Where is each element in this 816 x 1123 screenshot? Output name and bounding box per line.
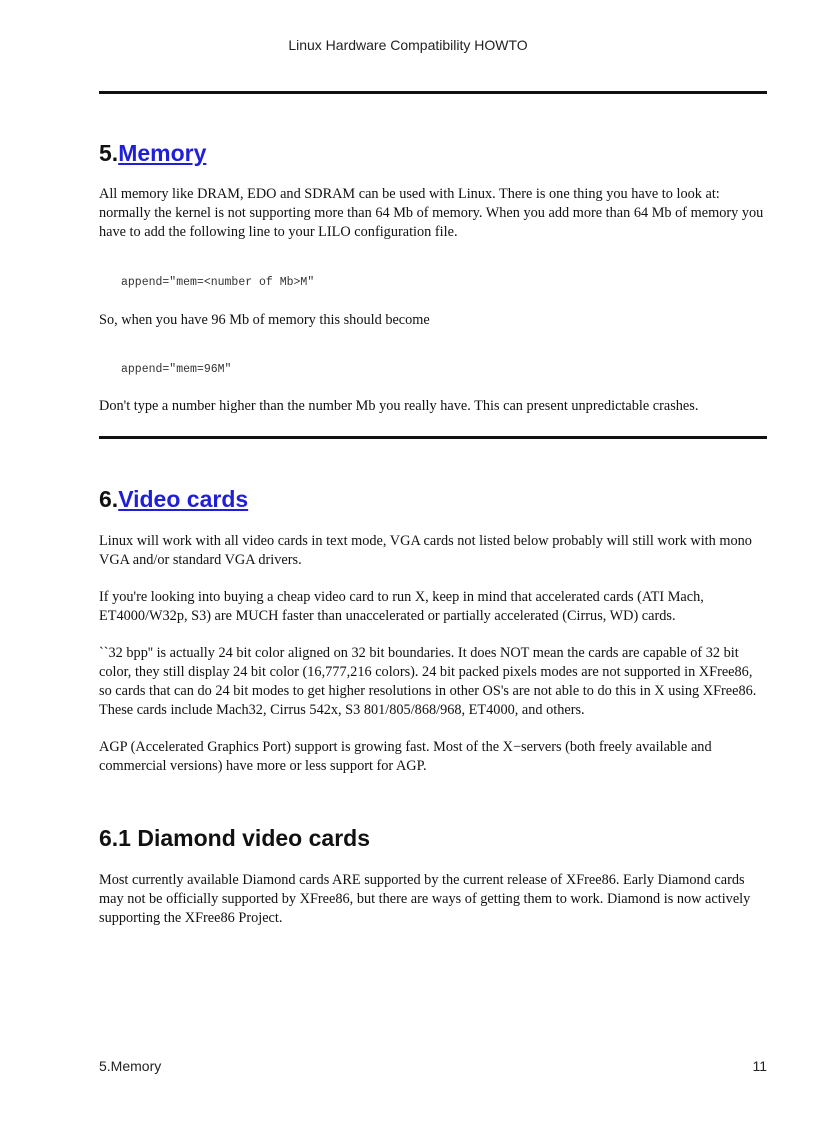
video-paragraph-3: ``32 bpp'' is actually 24 bit color aligned on 32 bit boundaries. It does NOT mean the cards are capable of 32 bit color, they still display 24 bit color (16,777,216 colors). 24 bit packed pixels modes are not supported in XFree86, so cards that can do 24 bit modes to get higher resolutions in other OS's are not able to do this in X using XFree86. These cards include Mach32, Cirrus 542x, S3 801/805/868/968, ET4000, and others.	[99, 645, 757, 718]
memory-paragraph-2: So, when you have 96 Mb of memory this should become	[99, 312, 430, 328]
subsection-heading-diamond: 6.1 Diamond video cards	[99, 825, 370, 851]
section-divider	[99, 436, 767, 439]
section-heading-memory	[99, 140, 206, 167]
footer-section: 5.Memory	[99, 1058, 162, 1074]
video-paragraph-2: If you're looking into buying a cheap video card to run X, keep in mind that accelerated cards (ATI Mach, ET4000/W32p, S3) are MUCH faster than unaccelerated or partially accelerated (Cirrus, WD) cards.	[99, 589, 704, 624]
header-divider	[99, 91, 767, 94]
memory-paragraph-1: All memory like DRAM, EDO and SDRAM can be used with Linux. There is one thing you have to look at: normally the kernel is not supporting more than 64 Mb of memory. When you add more than 64 Mb of memory you have to add the following line to your LILO configuration file.	[99, 186, 764, 240]
section-number: 6.	[99, 486, 119, 512]
section-heading-video	[99, 486, 248, 513]
memory-heading-link[interactable]: Memory	[118, 140, 207, 166]
video-paragraph-4: AGP (Accelerated Graphics Port) support is growing fast. Most of the X−servers (both freely available and commercial versions) have more or less support for AGP.	[99, 739, 712, 774]
section-number: 5.	[99, 140, 119, 166]
video-heading-link[interactable]: Video cards	[118, 486, 249, 512]
memory-paragraph-3: Don't type a number higher than the number Mb you really have. This can present unpredictable crashes.	[99, 398, 699, 414]
video-paragraph-1: Linux will work with all video cards in text mode, VGA cards not listed below probably will still work with mono VGA and/or standard VGA drivers.	[99, 533, 752, 568]
diamond-paragraph-1: Most currently available Diamond cards ARE supported by the current release of XFree86. Early Diamond cards may not be officially supported by XFree86, but there are ways of getting them to work. Diamond is now actively supporting the XFree86 Project.	[99, 872, 751, 926]
code-line-2: append="mem=96M"	[121, 363, 232, 376]
running-header: Linux Hardware Compatibility HOWTO	[288, 37, 528, 53]
page-number: 11	[752, 1058, 767, 1074]
code-line-1: append="mem=<number of Mb>M"	[121, 276, 315, 289]
